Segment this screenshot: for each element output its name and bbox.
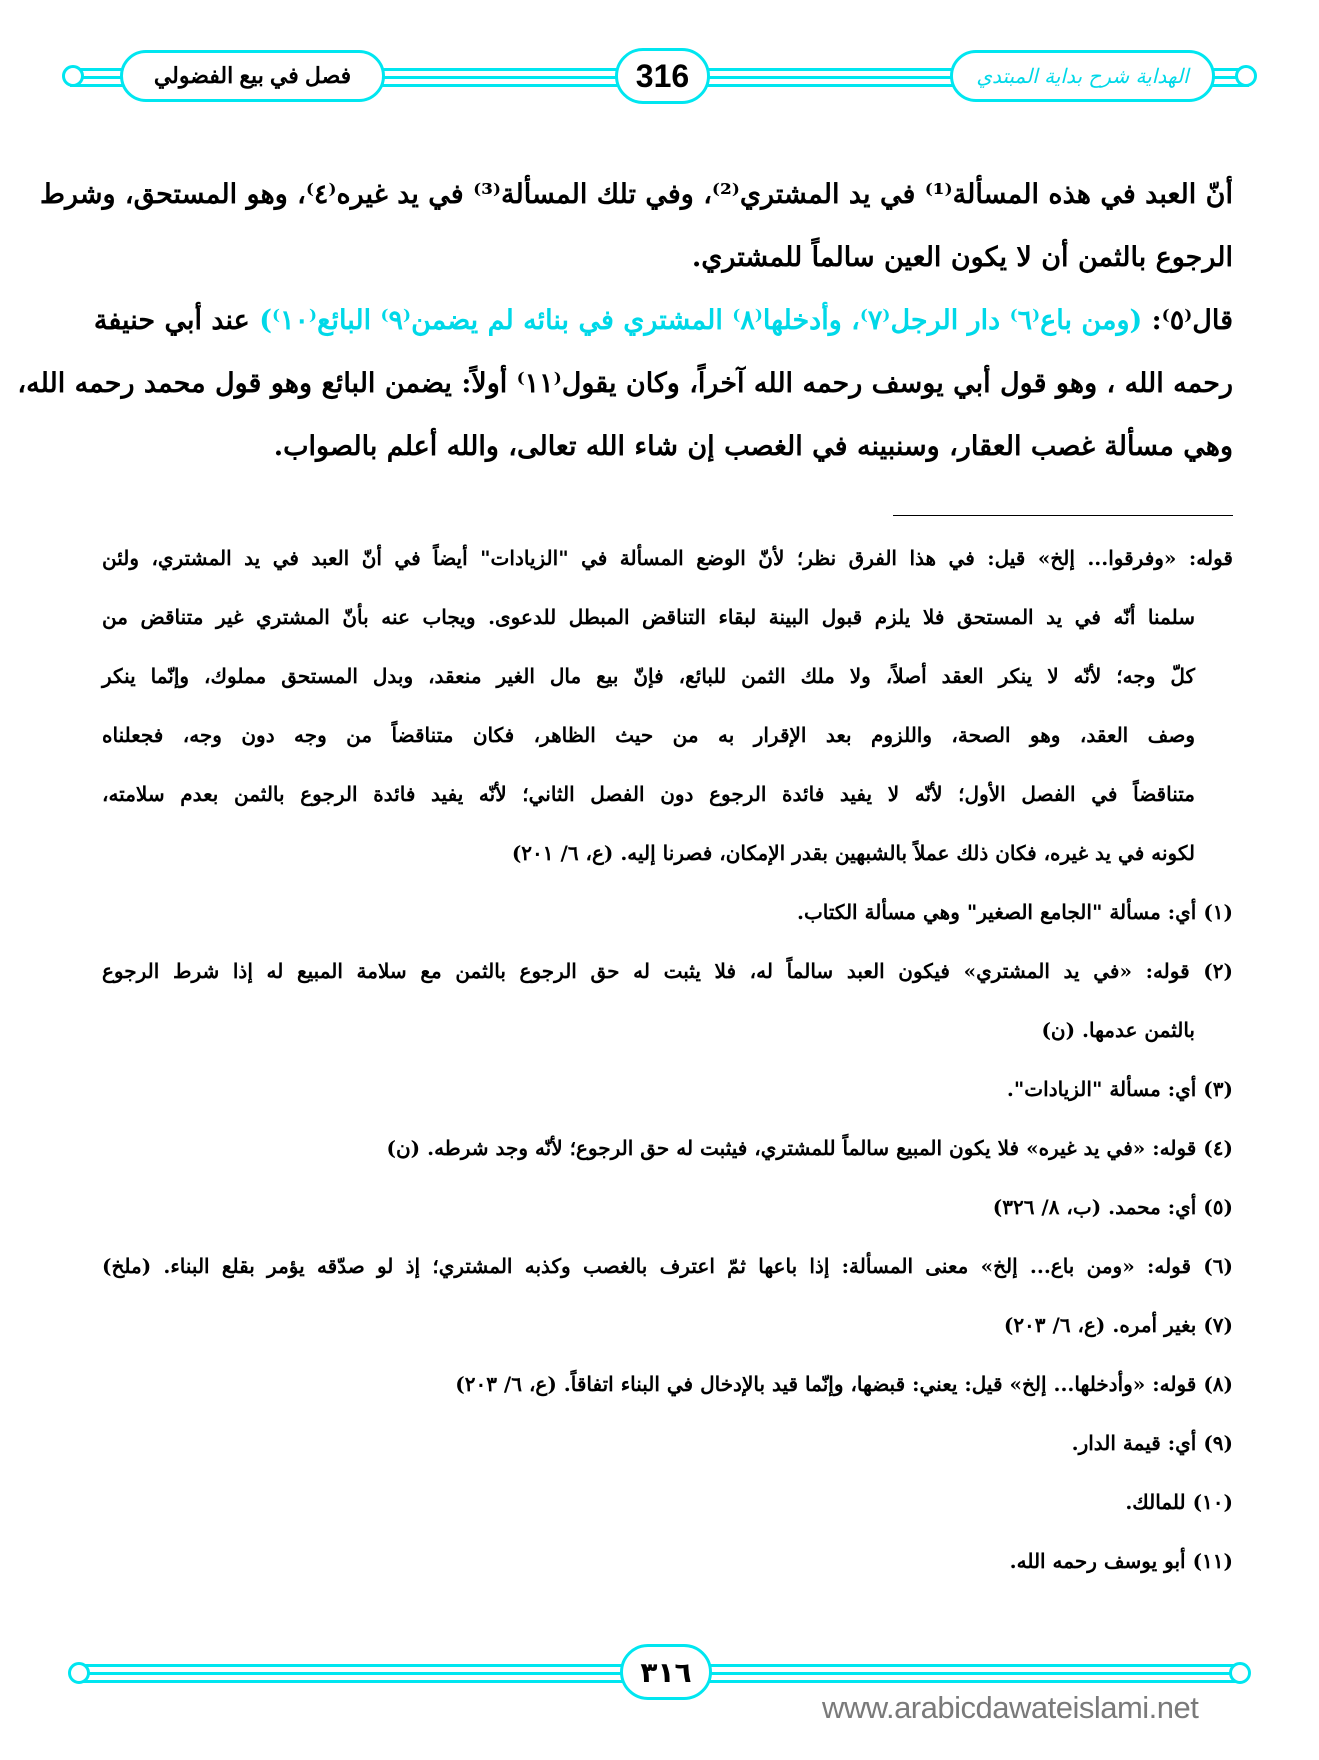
footnote-item: (٨) قوله: «وأدخلها... إلخ» قيل: يعني: قبضها، وإنّما قيد بالإدخال في البناء اتفاقاً. (ع، ٦/ ٢٠٣): [455, 1372, 1233, 1396]
chapter-title-pill: [120, 50, 385, 102]
main-line: الرجوع بالثمن أن لا يكون العين سالماً للمشتري.: [691, 242, 1233, 273]
main-quote-line: [93, 301, 1233, 341]
footnote-item: (٣) أي: مسألة "الزيادات".: [1006, 1077, 1233, 1101]
footnote-item: (١١) أبو يوسف رحمه الله.: [1009, 1549, 1233, 1573]
page-number-pill: [615, 48, 710, 104]
matn-quote: (ومن باع⁽٦⁾ دار الرجل⁽٧⁾، وأدخلها⁽٨⁾ المشتري في بنائه لم يضمن⁽٩⁾ البائع⁽١٠⁾): [259, 305, 1143, 336]
quote-prefix: قال⁽٥⁾:: [1142, 305, 1233, 336]
ornament-end-icon: [68, 1662, 90, 1684]
footnote-line: كلّ وجه؛ لأنّه لا ينكر العقد أصلاً، ولا ملك الثمن للبائع، فإنّ بيع مال الغير منعقد، وبدل المستحق مملوك، وإنّما ينكر: [102, 664, 1195, 688]
ornament-end-icon: [1229, 1662, 1251, 1684]
ornament-end-icon: [1235, 65, 1257, 87]
footnote-line: متناقضاً في الفصل الأول؛ لأنّه لا يفيد فائدة الرجوع دون الفصل الثاني؛ لأنّه يفيد فائدة الرجوع بالثمن بعدم سلامته،: [102, 782, 1195, 806]
footnote-item: (٥) أي: محمد. (ب، ٨/ ٣٢٦): [992, 1195, 1233, 1219]
main-line: أنّ العبد في هذه المسألة⁽¹⁾ في يد المشتري⁽²⁾، وفي تلك المسألة⁽³⁾ في يد غيره⁽٤⁾، وهو المستحق، وشرط: [39, 179, 1233, 210]
footnote-line: لكونه في يد غيره، فكان ذلك عملاً بالشبهين بقدر الإمكان، فصرنا إليه. (ع، ٦/ ٢٠١): [511, 841, 1195, 865]
footer-page-pill: [620, 1644, 712, 1700]
footnote-line: قوله: «وفرقوا... إلخ» قيل: في هذا الفرق نظر؛ لأنّ الوضع المسألة في "الزيادات" أيضاً في أنّ العبد في يد المشتري، ولئن: [102, 546, 1233, 570]
website-watermark: www.arabicdawateislami.net: [822, 1690, 1199, 1725]
chapter-title: فصل في بيع الفضولي: [153, 63, 352, 88]
footnote-item: (١٠) للمالك.: [1125, 1490, 1233, 1514]
footer-page-number: ٣١٦: [640, 1655, 692, 1689]
ornament-end-icon: [62, 65, 84, 87]
footnote-line: بالثمن عدمها. (ن): [1041, 1018, 1195, 1042]
main-line: رحمه الله ، وهو قول أبي يوسف رحمه الله آخراً، وكان يقول⁽١١⁾ أولاً: يضمن البائع وهو قول محمد رحمه الله،: [17, 368, 1233, 399]
page-number: 316: [635, 57, 690, 94]
footnote-item: (٦) قوله: «ومن باع... إلخ» معنى المسألة: إذا باعها ثمّ اعترف بالغصب وكذبه المشتري؛ إذ لو صدّقه يؤمر بقلع البناء. (ملخ): [102, 1254, 1233, 1278]
footnote-line: وصف العقد، وهو الصحة، واللزوم بعد الإقرار به من حيث الظاهر، فكان متناقضاً من وجه دون وجه، فجعلناه: [102, 723, 1195, 747]
book-title-pill: [950, 50, 1215, 102]
footnote-separator: [893, 515, 1233, 516]
quote-suffix: عند أبي حنيفة: [93, 305, 260, 336]
footnote-item: (٩) أي: قيمة الدار.: [1071, 1431, 1233, 1455]
main-line: وهي مسألة غصب العقار، وسنبينه في الغصب إن شاء الله تعالى، والله أعلم بالصواب.: [273, 431, 1233, 462]
footnote-item: (١) أي: مسألة "الجامع الصغير" وهي مسألة الكتاب.: [797, 900, 1233, 924]
book-title-logo: الهداية شرح بداية المبتدي: [976, 64, 1189, 88]
footnote-item: (٤) قوله: «في يد غيره» فلا يكون المبيع سالماً للمشتري، فيثبت له حق الرجوع؛ لأنّه وجد شرطه. (ن): [386, 1136, 1233, 1160]
footnote-item: (٢) قوله: «في يد المشتري» فيكون العبد سالماً له، فلا يثبت له حق الرجوع بالثمن مع سلامة المبيع له إذا شرط الرجوع: [102, 959, 1233, 983]
footnote-item: (٧) بغير أمره. (ع، ٦/ ٢٠٣): [1003, 1313, 1233, 1337]
footnote-line: سلمنا أنّه في يد المستحق فلا يلزم قبول البينة لبقاء التناقض المبطل للدعوى. ويجاب عنه بأنّ المشتري غير متناقض من: [102, 605, 1195, 629]
